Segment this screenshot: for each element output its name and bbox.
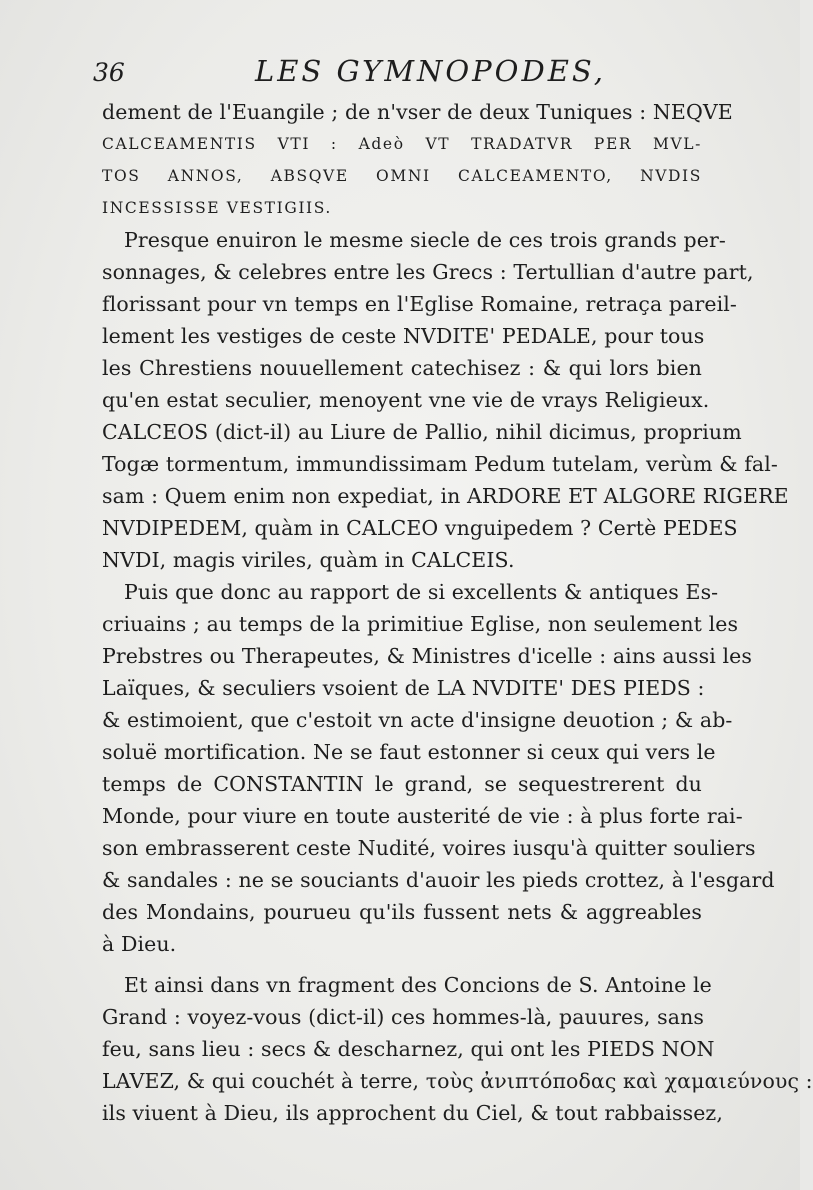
text-line: temps de CONSTANTIN le grand, se sequestrerent du [102,772,702,796]
text-line: TOS ANNOS, ABSQVE OMNI CALCEAMENTO, NVDIS [102,167,702,185]
text-line: ils viuent à Dieu, ils approchent du Ciel, & tout rabbaissez, [102,1101,723,1125]
text-line: lement les vestiges de ceste NVDITE' PEDALE, pour tous [102,324,705,348]
paragraph-2 [102,224,789,576]
paragraph-1 [102,96,733,224]
body-text [102,96,813,1129]
text-line: INCESSISSE VESTIGIIS. [102,199,332,217]
text-line: Presque enuiron le mesme siecle de ces trois grands per- [124,228,726,252]
text-line: Et ainsi dans vn fragment des Concions de S. Antoine le [124,973,712,997]
text-line: sam : Quem enim non expediat, in ARDORE ET ALGORE RIGERE [102,484,789,508]
text-line: criuains ; au temps de la primitiue Eglise, non seulement les [102,612,739,636]
text-line: Grand : voyez-vous (dict-il) ces hommes-là, pauures, sans [102,1005,705,1029]
text-line: des Mondains, pourueu qu'ils fussent nets & aggreables [102,900,702,924]
paragraph-4 [102,969,813,1129]
text-line: à Dieu. [102,932,177,956]
page-number: 36 [93,58,125,87]
text-line: LAVEZ, & qui couchét à terre, τοὺς ἀνιπτόποδας καὶ χαμαιεύνους : [102,1069,813,1093]
text-line: NVDI, magis viriles, quàm in CALCEIS. [102,548,515,572]
text-line: NVDIPEDEM, quàm in CALCEO vnguipedem ? Certè PEDES [102,516,738,540]
text-line: qu'en estat seculier, menoyent vne vie de vrays Religieux. [102,388,710,412]
text-line: Togæ tormentum, immundissimam Pedum tutelam, verùm & fal- [102,452,778,476]
text-line: Laïques, & seculiers vsoient de LA NVDITE' DES PIEDS : [102,676,705,700]
text-line: & sandales : ne se souciants d'auoir les pieds crottez, à l'esgard [102,868,775,892]
text-line: son embrasserent ceste Nudité, voires iusqu'à quitter souliers [102,836,756,860]
text-line: CALCEOS (dict-il) au Liure de Pallio, nihil dicimus, proprium [102,420,742,444]
text-line: Prebstres ou Therapeutes, & Ministres d'icelle : ains aussi les [102,644,753,668]
text-line: florissant pour vn temps en l'Eglise Romaine, retraça pareil- [102,292,737,316]
paragraph-gap [102,960,702,969]
text-line: Puis que donc au rapport de si excellents & antiques Es- [124,580,719,604]
paragraph-3 [102,576,775,960]
text-line: & estimoient, que c'estoit vn acte d'insigne deuotion ; & ab- [102,708,733,732]
text-line: dement de l'Euangile ; de n'vser de deux Tuniques : NEQVE [102,100,733,124]
text-line: sonnages, & celebres entre les Grecs : Tertullian d'autre part, [102,260,754,284]
text-line: Monde, pour viure en toute austerité de vie : à plus forte rai- [102,804,743,828]
text-line: CALCEAMENTIS VTI : Adeò VT TRADATVR PER MVL- [102,135,702,153]
running-head: LES GYMNOPODES, [255,54,606,88]
text-line: les Chrestiens nouuellement catechisez : & qui lors bien [102,356,702,380]
text-line: feu, sans lieu : secs & descharnez, qui ont les PIEDS NON [102,1037,715,1061]
text-line: soluë mortification. Ne se faut estonner si ceux qui vers le [102,740,716,764]
